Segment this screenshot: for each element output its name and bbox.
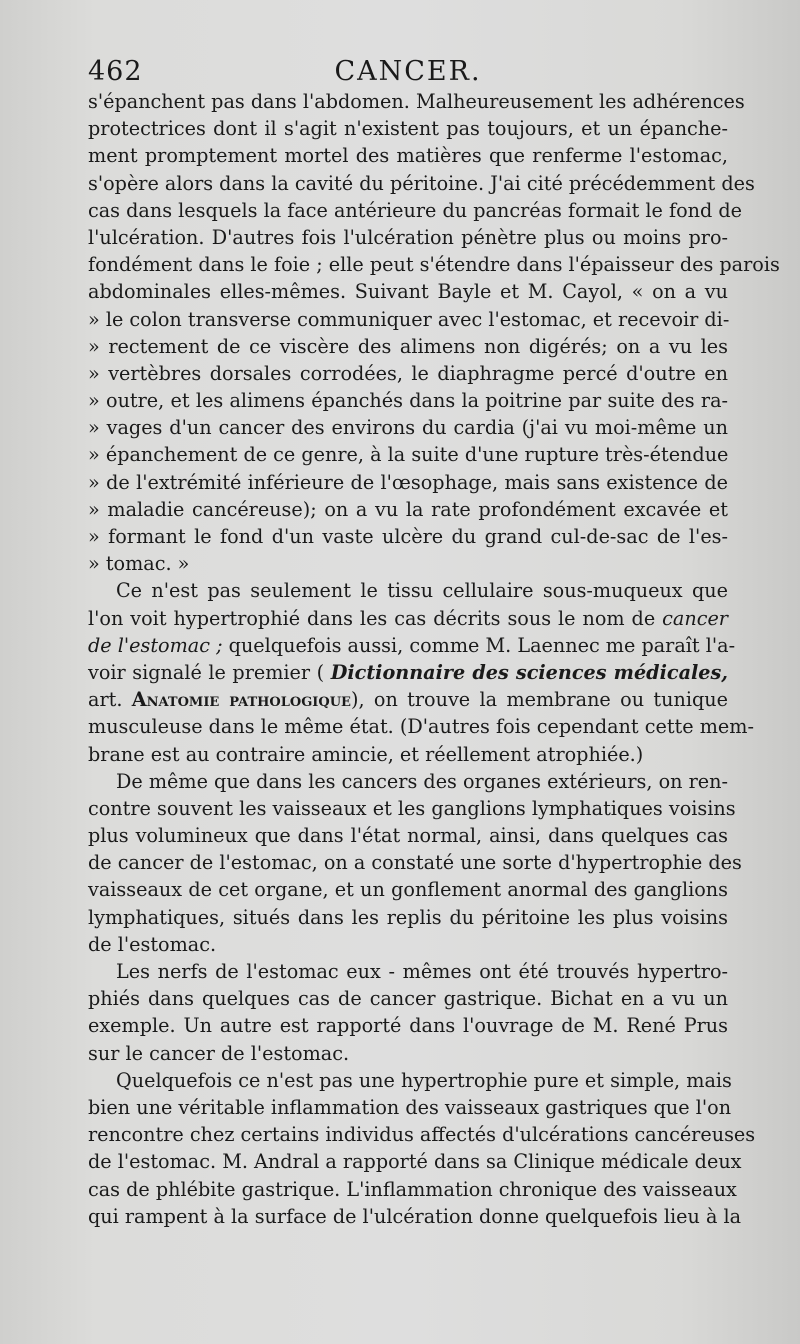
text-line: s'épanchent pas dans l'abdomen. Malheureusement les adhérences	[88, 90, 745, 113]
text-line: sur le cancer de l'estomac.	[88, 1041, 350, 1065]
text-line: brane est au contraire amincie, et réellement atrophiée.)	[88, 742, 644, 766]
page-number: 462	[88, 56, 143, 87]
text-line: fondément dans le foie ; elle peut s'étendre dans l'épaisseur des parois	[88, 253, 780, 277]
text-line: qui rampent à la surface de l'ulcération donne quelquefois lieu à la	[88, 1204, 742, 1228]
text-line: » épanchement de ce genre, à la suite d'une rupture très-étendue	[88, 443, 729, 467]
italic-run: Dictionnaire des sciences médicales,	[330, 660, 728, 684]
text-line	[88, 577, 728, 604]
text-line: vaisseaux de cet organe, et un gonflement anormal des ganglions	[88, 878, 728, 902]
text-line: phiés dans quelques cas de cancer gastrique. Bichat en a vu un	[88, 987, 728, 1011]
text-line: musculeuse dans le même état. (D'autres fois cependant cette mem-	[88, 715, 754, 739]
small-caps-run: Anatomie pathologique	[131, 688, 351, 712]
text-line: bien une véritable inflammation des vaisseaux gastriques que l'on	[88, 1095, 732, 1119]
text-line: l'ulcération. D'autres fois l'ulcération pénètre plus ou moins pro-	[88, 225, 728, 249]
text-line: contre souvent les vaisseaux et les ganglions lymphatiques voisins	[88, 796, 736, 820]
text-line: ment promptement mortel des matières que renferme l'estomac,	[88, 144, 728, 168]
text-run: voir signalé le premier (	[88, 660, 325, 684]
text-line: cas de phlébite gastrique. L'inflammation chronique des vaisseaux	[88, 1177, 737, 1201]
text-run: art.	[88, 688, 123, 712]
text-line	[88, 686, 728, 713]
page-header	[88, 52, 728, 92]
text-line: lymphatiques, situés dans les replis du péritoine les plus voisins	[88, 905, 728, 929]
text-line: de l'estomac. M. Andral a rapporté dans sa Clinique médicale deux	[88, 1150, 742, 1174]
text-line: protectrices dont il s'agit n'existent pas toujours, et un épanche-	[88, 117, 728, 141]
text-line: » tomac. »	[88, 552, 190, 576]
text-line: De même que dans les cancers des organes extérieurs, on ren-	[116, 769, 728, 793]
text-line: abdominales elles-mêmes. Suivant Bayle et M. Cayol, « on a vu	[88, 280, 728, 304]
text-line	[88, 632, 736, 659]
text-line: » outre, et les alimens épanchés dans la poitrine par suite des ra-	[88, 389, 728, 413]
text-line: s'opère alors dans la cavité du péritoine. J'ai cité précédemment des	[88, 171, 755, 195]
text-line: » de l'extrémité inférieure de l'œsophage, mais sans existence de	[88, 470, 728, 494]
text-run: l'on voit hypertrophié dans les cas décrits sous le nom de	[88, 606, 656, 630]
text-line: exemple. Un autre est rapporté dans l'ouvrage de M. René Prus	[88, 1014, 728, 1038]
text-line: » maladie cancéreuse); on a vu la rate profondément excavée et	[88, 497, 728, 521]
text-line: cas dans lesquels la face antérieure du pancréas formait le fond de	[88, 198, 743, 222]
text-line: de l'estomac.	[88, 932, 217, 956]
text-line: Quelquefois ce n'est pas une hypertrophie pure et simple, mais	[116, 1068, 732, 1092]
text-line: » vages d'un cancer des environs du cardia (j'ai vu moi-même un	[88, 416, 728, 440]
text-run: quelquefois aussi, comme M. Laennec me paraît l'a-	[228, 633, 736, 657]
text-run: ), on trouve la membrane ou tunique	[350, 688, 728, 712]
text-run: Ce n'est pas seulement le tissu cellulaire sous-muqueux que	[116, 579, 728, 603]
text-line: » rectement de ce viscère des alimens non digérés; on a vu les	[88, 334, 728, 358]
text-line: » vertèbres dorsales corrodées, le diaphragme percé d'outre en	[88, 361, 728, 385]
text-line	[88, 659, 728, 686]
text-line: » formant le fond d'un vaste ulcère du grand cul-de-sac de l'es-	[88, 525, 728, 548]
text-line: » le colon transverse communiquer avec l'estomac, et recevoir di-	[88, 307, 730, 331]
text-line: Les nerfs de l'estomac eux - mêmes ont été trouvés hypertro-	[116, 960, 728, 983]
italic-run: de l'estomac ;	[88, 633, 223, 657]
text-line	[88, 605, 728, 632]
body-text	[88, 88, 780, 1230]
italic-run: cancer	[662, 606, 728, 630]
text-line: de cancer de l'estomac, on a constaté une sorte d'hypertrophie des	[88, 851, 742, 875]
running-title: CANCER.	[334, 56, 482, 87]
text-line: plus volumineux que dans l'état normal, ainsi, dans quelques cas	[88, 824, 728, 848]
text-line: rencontre chez certains individus affectés d'ulcérations cancéreuses	[88, 1123, 756, 1147]
